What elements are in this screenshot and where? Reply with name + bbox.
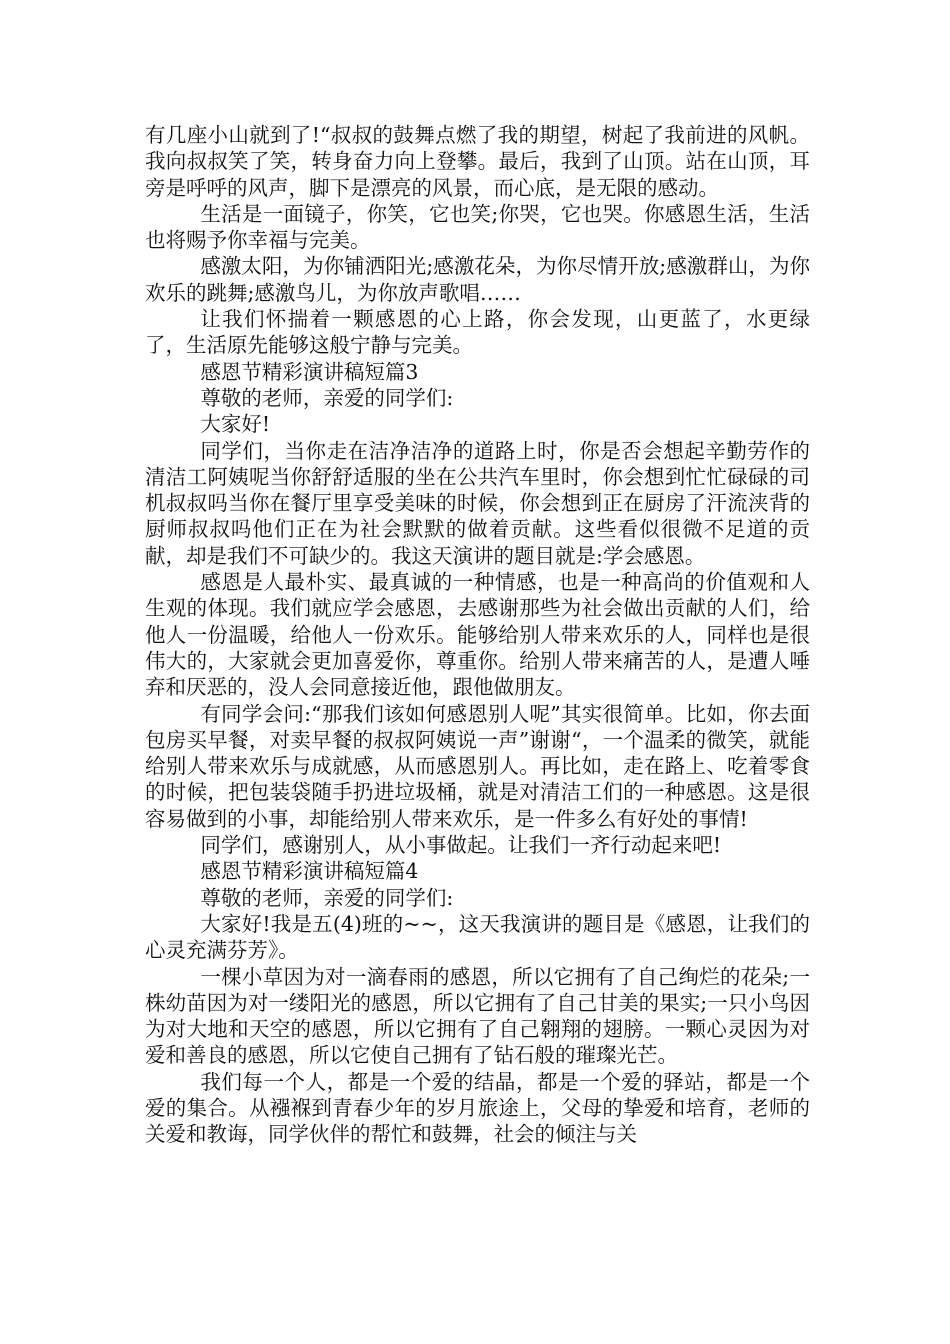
- paragraph-thank-nature: 感激太阳，为你铺洒阳光;感激花朵，为你尽情开放;感激群山，为你欢乐的跳舞;感激鸟儿，为你放声歌唱……: [145, 254, 810, 305]
- paragraph-how-to-thank: 有同学会问:“那我们该如何感恩别人呢”其实很简单。比如，你去面包房买早餐，对卖早餐的叔叔阿姨说一声”谢谢“，一个温柔的微笑，就能给别人带来欢乐与成就感，从而感恩别人。再比如，走在路上、吃着零食的时候，把包装袋随手扔进垃圾桶，就是对清洁工们的一种感恩。这是很容易做到的小事，却能给别人带来欢乐，是一件多么有好处的事情!: [145, 701, 810, 831]
- paragraph-love-crystal: 我们每一个人，都是一个爱的结晶，都是一个爱的驿站，都是一个爱的集合。从襁褓到青春少年的岁月旅途上，父母的挚爱和培育，老师的关爱和教诲，同学伙伴的帮忙和鼓舞，社会的倾注与关: [145, 1069, 810, 1147]
- document-page: [145, 122, 810, 1148]
- paragraph-call-to-action: 同学们，感谢别人，从小事做起。让我们一齐行动起来吧!: [200, 833, 722, 858]
- paragraph-life-mirror: 生活是一面镜子，你笑，它也笑;你哭，它也哭。你感恩生活，生活也将赐予你幸福与完美。: [145, 201, 810, 253]
- section-heading-3: 感恩节精彩演讲稿短篇3: [200, 359, 419, 384]
- paragraph-workers: 同学们，当你走在洁净洁净的道路上时，你是否会想起辛勤劳作的清洁工阿姨呢当你舒舒适服的坐在公共汽车里时，你会想到忙忙碌碌的司机叔叔吗当你在餐厅里享受美味的时候，你会想到正在厨房了汗流浃背的厨师叔叔吗他们正在为社会默默的做着贡献。这些看似很微不足道的贡献，却是我们不可缺少的。我这天演讲的题目就是:学会感恩。: [145, 438, 810, 568]
- section-heading-4: 感恩节精彩演讲稿短篇4: [200, 859, 419, 884]
- paragraph-gratitude-definition: 感恩是人最朴实、最真诚的一种情感，也是一种高尚的价值观和人生观的体现。我们就应学会感恩，去感谢那些为社会做出贡献的人们，给他人一份温暖，给他人一份欢乐。能够给别人带来欢乐的人，同样也是很伟大的，大家就会更加喜爱你，尊重你。给别人带来痛苦的人，是遭人唾弃和厌恶的，没人会同意接近他，跟他做朋友。: [145, 570, 810, 700]
- salutation: 尊敬的老师，亲爱的同学们:: [200, 385, 454, 410]
- paragraph-grass-seedling: 一棵小草因为对一滴春雨的感恩，所以它拥有了自己绚烂的花朵;一株幼苗因为对一缕阳光的感恩，所以它拥有了自己甘美的果实;一只小鸟因为对大地和天空的感恩，所以它拥有了自己翱翔的翅膀。一颗心灵因为对爱和善良的感恩，所以它使自己拥有了钻石般的璀璨光芒。: [145, 964, 810, 1068]
- greeting-intro: 大家好!我是五(4)班的~~，这天我演讲的题目是《感恩，让我们的心灵充满芬芳》。: [145, 911, 810, 963]
- salutation: 尊敬的老师，亲爱的同学们:: [200, 885, 454, 910]
- greeting: 大家好!: [200, 412, 271, 437]
- paragraph-mountain-top: 有几座小山就到了!“叔叔的鼓舞点燃了我的期望，树起了我前进的风帆。我向叔叔笑了笑，转身奋力向上登攀。最后，我到了山顶。站在山顶，耳旁是呼呼的风声，脚下是漂亮的风景，而心底，是无限的感动。: [145, 123, 810, 200]
- paragraph-grateful-heart: 让我们怀揣着一颗感恩的心上路，你会发现，山更蓝了，水更绿了，生活原先能够这般宁静与完美。: [145, 307, 810, 358]
